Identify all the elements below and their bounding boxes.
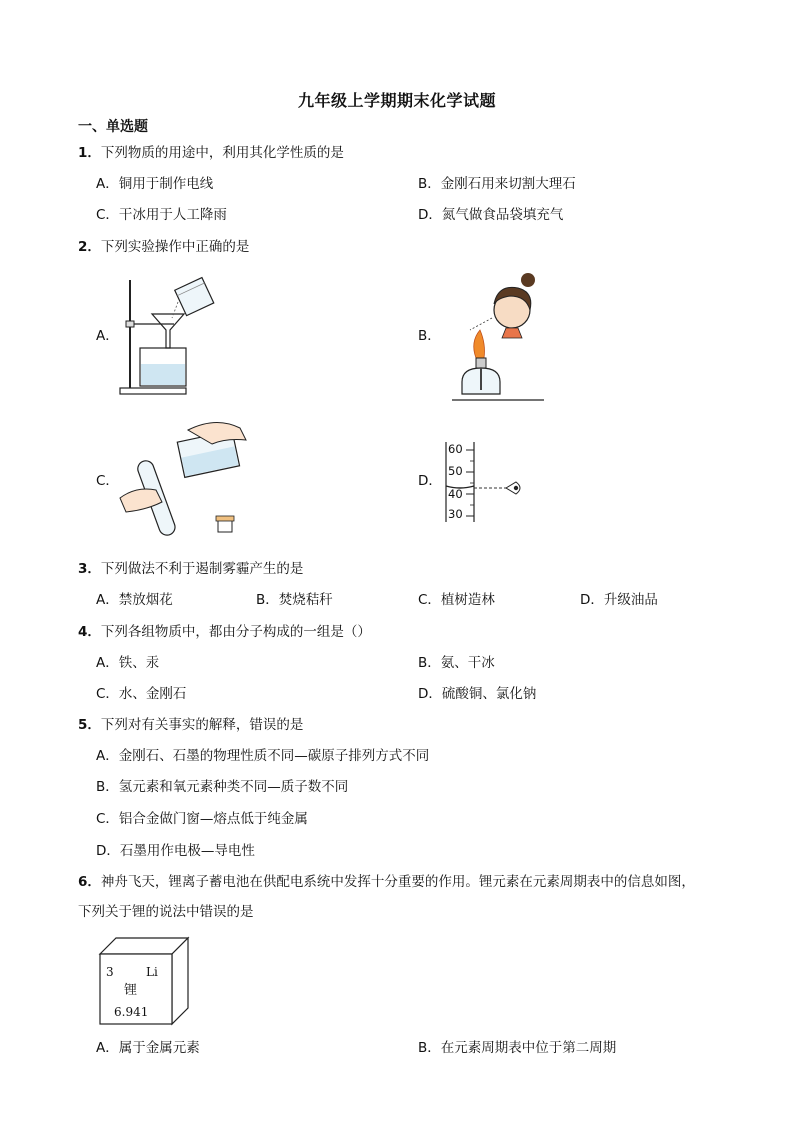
element-atomic-number: 3 <box>106 965 114 979</box>
question-number: 6． <box>78 874 101 890</box>
question-number: 2． <box>78 239 101 255</box>
cylinder-tick-40: 40 <box>448 487 463 501</box>
q3-option-d: D．升级油品 <box>580 592 658 608</box>
q3-option-b: B．焚烧秸秆 <box>256 592 333 608</box>
q2-option-b: B． <box>418 328 441 344</box>
cylinder-tick-30: 30 <box>448 507 463 521</box>
q4-option-c: C．水、金刚石 <box>96 686 187 702</box>
element-atomic-mass: 6.941 <box>114 1005 149 1019</box>
question-number: 3． <box>78 561 101 577</box>
q5-option-c: C．铝合金做门窗—熔点低于纯金属 <box>96 811 308 827</box>
element-symbol: Li <box>146 965 158 979</box>
q6-option-b: B．在元素周期表中位于第二周期 <box>418 1040 617 1056</box>
q6-option-a: A．属于金属元素 <box>96 1040 200 1056</box>
question-number: 5． <box>78 717 101 733</box>
question-6-stem-continued: 下列关于锂的说法中错误的是 <box>78 904 254 920</box>
q1-option-c: C．干冰用于人工降雨 <box>96 207 227 223</box>
cylinder-tick-50: 50 <box>448 464 463 478</box>
q2-option-d: D． <box>418 473 442 489</box>
question-text: 下列对有关事实的解释，错误的是 <box>100 717 304 733</box>
q1-option-a: A．铜用于制作电线 <box>96 176 214 192</box>
question-6-stem <box>78 873 695 891</box>
question-text: 下列实验操作中正确的是 <box>100 239 250 255</box>
question-4-stem <box>78 623 371 641</box>
q4-option-b: B．氨、干冰 <box>418 655 495 671</box>
element-name: 锂 <box>124 983 138 998</box>
question-text: 下列各组物质中，都由分子构成的一组是（） <box>100 624 371 640</box>
q2-option-c: C． <box>96 473 119 489</box>
question-text: 下列物质的用途中，利用其化学性质的是 <box>100 145 344 161</box>
q4-option-a: A．铁、汞 <box>96 655 160 671</box>
filtration-illustration <box>116 272 226 400</box>
q4-option-d: D．硫酸铜、氯化钠 <box>418 686 537 702</box>
question-text: 下列做法不利于遏制雾霾产生的是 <box>100 561 304 577</box>
q1-option-d: D．氮气做食品袋填充气 <box>418 207 564 223</box>
section-heading: 一、单选题 <box>78 119 148 135</box>
question-5-stem <box>78 716 303 734</box>
q1-option-b: B．金刚石用来切割大理石 <box>418 176 576 192</box>
question-text: 神舟飞天，锂离子蓄电池在供配电系统中发挥十分重要的作用。锂元素在元素周期表中的信息如图， <box>100 874 695 890</box>
q5-option-d: D．石墨用作电极—导电性 <box>96 843 255 859</box>
q3-option-a: A．禁放烟花 <box>96 592 173 608</box>
q3-option-c: C．植树造林 <box>418 592 495 608</box>
pouring-liquid-illustration <box>116 418 252 542</box>
page-title: 九年级上学期期末化学试题 <box>297 91 496 110</box>
question-number: 4． <box>78 624 101 640</box>
alcohol-lamp-illustration <box>448 266 548 406</box>
q5-option-a: A．金刚石、石墨的物理性质不同—碳原子排列方式不同 <box>96 748 430 764</box>
q5-option-b: B．氢元素和氧元素种类不同—质子数不同 <box>96 779 349 795</box>
question-2-stem <box>78 238 249 256</box>
question-1-stem <box>78 144 344 162</box>
cylinder-tick-60: 60 <box>448 442 463 456</box>
question-number: 1． <box>78 145 101 161</box>
q2-option-a: A． <box>96 328 119 344</box>
question-3-stem <box>78 560 303 578</box>
